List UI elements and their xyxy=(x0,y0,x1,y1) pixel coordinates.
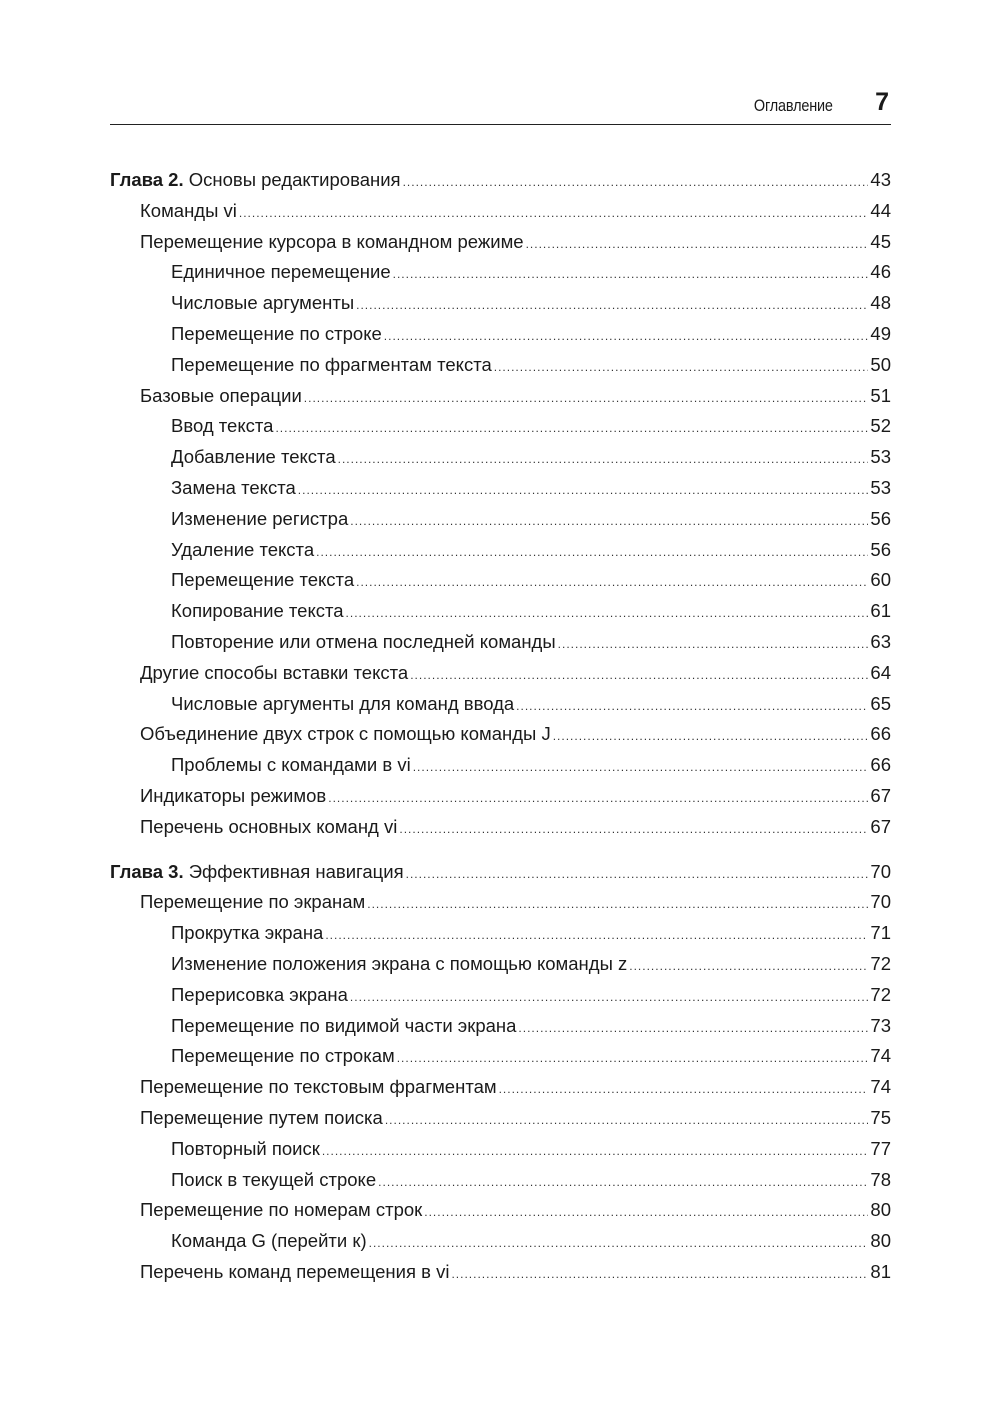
toc-entry-label: Перемещение по текстовым фрагментам xyxy=(140,1076,497,1097)
toc-chapter-entry xyxy=(110,858,891,886)
toc-entry xyxy=(110,782,891,810)
toc-entry-label: Базовые операции xyxy=(140,385,302,406)
toc-entry-label: Команда G (перейти к) xyxy=(171,1230,367,1251)
toc-entry-title xyxy=(171,289,354,317)
toc-entry-label: Перемещение путем поиска xyxy=(140,1107,383,1128)
toc-page-number: 80 xyxy=(870,1230,891,1251)
toc-entry-title xyxy=(171,1042,395,1070)
dot-leader xyxy=(406,860,869,888)
dot-leader xyxy=(350,507,868,535)
toc-entry-title xyxy=(171,950,627,978)
toc-entry xyxy=(110,1073,891,1101)
toc-entry-label: Числовые аргументы xyxy=(171,292,355,313)
dot-leader xyxy=(518,1014,868,1042)
dot-leader xyxy=(356,291,868,319)
toc-entry-label: Перемещение по строкам xyxy=(171,1045,395,1066)
toc-entry-title xyxy=(140,1258,449,1286)
toc-entry-title xyxy=(171,919,323,947)
toc-entry-label: Эффективная навигация xyxy=(188,861,404,882)
toc-page-number: 66 xyxy=(870,754,891,775)
toc-entry-label: Поиск в текущей строке xyxy=(171,1169,377,1190)
toc-entry xyxy=(110,597,891,625)
toc-entry xyxy=(110,258,891,286)
toc-page-number: 73 xyxy=(870,1015,891,1036)
toc-page-number: 75 xyxy=(870,1107,891,1128)
dot-leader xyxy=(410,661,868,689)
toc-page-number: 43 xyxy=(870,169,891,190)
dot-leader xyxy=(516,692,868,720)
toc-entry-label: Добавление текста xyxy=(171,446,336,467)
toc-entry-title xyxy=(140,720,551,748)
toc-entry-label: Копирование текста xyxy=(171,600,344,621)
toc-entry-title xyxy=(171,320,382,348)
toc-entry xyxy=(110,1166,891,1194)
toc-page-number: 72 xyxy=(870,953,891,974)
dot-leader xyxy=(350,983,869,1011)
dot-leader xyxy=(399,815,868,843)
toc-entry-label: Перечень команд перемещения в vi xyxy=(140,1261,450,1282)
toc-page-number: 44 xyxy=(870,200,891,221)
toc-entry-title xyxy=(171,1135,320,1163)
toc-entry-label: Перемещение по строке xyxy=(171,323,382,344)
dot-leader xyxy=(526,230,869,258)
toc-entry xyxy=(110,1012,891,1040)
dot-leader xyxy=(275,414,868,442)
toc-entry xyxy=(110,351,891,379)
toc-entry-title xyxy=(171,443,336,471)
toc-chapter-entry xyxy=(110,166,891,194)
toc-page-number: 77 xyxy=(870,1138,891,1159)
toc-entry-label: Перемещение по видимой части экрана xyxy=(171,1015,517,1036)
toc-entry xyxy=(110,950,891,978)
toc-entry-title xyxy=(140,197,237,225)
toc-entry xyxy=(110,690,891,718)
toc-entry-title xyxy=(140,659,408,687)
toc-page-number: 64 xyxy=(870,662,891,683)
dot-leader xyxy=(494,353,869,381)
toc-page-number: 72 xyxy=(870,984,891,1005)
toc-entry-title xyxy=(171,351,492,379)
toc-entry xyxy=(110,1258,891,1286)
toc-entry-title xyxy=(171,258,391,286)
dot-leader xyxy=(239,199,869,227)
toc-page-number: 80 xyxy=(870,1199,891,1220)
toc-entry-label: Перемещение текста xyxy=(171,569,355,590)
toc-entry-title xyxy=(171,566,354,594)
toc-page-number: 66 xyxy=(870,723,891,744)
toc-entry-title xyxy=(171,536,314,564)
toc-entry xyxy=(110,1104,891,1132)
toc-entry xyxy=(110,1196,891,1224)
dot-leader xyxy=(384,322,869,350)
dot-leader xyxy=(298,476,869,504)
dot-leader xyxy=(397,1044,869,1072)
toc-entry xyxy=(110,628,891,656)
toc-entry xyxy=(110,1042,891,1070)
toc-page-number: 61 xyxy=(870,600,891,621)
toc-page-number: 53 xyxy=(870,477,891,498)
toc-entry-label: Перемещение по номерам строк xyxy=(140,1199,423,1220)
toc-entry xyxy=(110,228,891,256)
chapter-number: Глава 2. xyxy=(110,169,184,190)
toc-page-number: 56 xyxy=(870,539,891,560)
dot-leader xyxy=(356,568,868,596)
toc-entry xyxy=(110,720,891,748)
dot-leader xyxy=(316,538,868,566)
toc-entry-label: Перерисовка экрана xyxy=(171,984,348,1005)
toc-entry xyxy=(110,813,891,841)
dot-leader xyxy=(393,260,869,288)
toc-entry-title xyxy=(171,412,273,440)
toc-entry xyxy=(110,659,891,687)
dot-leader xyxy=(325,921,868,949)
toc-entry-title xyxy=(140,228,524,256)
dot-leader xyxy=(367,890,868,918)
toc-entry xyxy=(110,289,891,317)
toc-entry-label: Повторный поиск xyxy=(171,1138,320,1159)
toc-entry-title xyxy=(140,782,326,810)
toc-page-number: 63 xyxy=(870,631,891,652)
toc-page-number: 60 xyxy=(870,569,891,590)
toc-page-number: 56 xyxy=(870,508,891,529)
toc-entry-title xyxy=(140,1073,497,1101)
toc-page-number: 71 xyxy=(870,922,891,943)
toc-entry xyxy=(110,751,891,779)
toc-entry-label: Единичное перемещение xyxy=(171,261,391,282)
toc-entry-label: Проблемы с командами в vi xyxy=(171,754,411,775)
dot-leader xyxy=(338,445,869,473)
running-title: Оглавление xyxy=(754,96,833,115)
toc-entry xyxy=(110,888,891,916)
toc-page-number: 52 xyxy=(870,415,891,436)
toc-page-number: 49 xyxy=(870,323,891,344)
toc-entry-label: Объединение двух строк с помощью команды J xyxy=(140,723,551,744)
dot-leader xyxy=(451,1260,868,1288)
dot-leader xyxy=(346,599,869,627)
toc-entry xyxy=(110,197,891,225)
toc-entry-title xyxy=(171,474,296,502)
chapter-number: Глава 3. xyxy=(110,861,184,882)
toc-entry xyxy=(110,505,891,533)
toc-page-number: 51 xyxy=(870,385,891,406)
toc-entry-title xyxy=(171,690,514,718)
toc-entry-label: Изменение регистра xyxy=(171,508,349,529)
toc-entry xyxy=(110,919,891,947)
toc-entry-title xyxy=(171,981,348,1009)
toc-entry-label: Прокрутка экрана xyxy=(171,922,324,943)
toc-page-number: 70 xyxy=(870,861,891,882)
toc-page-number: 67 xyxy=(870,785,891,806)
toc-page-number: 74 xyxy=(870,1045,891,1066)
toc-entry xyxy=(110,981,891,1009)
toc-entry-label: Повторение или отмена последней команды xyxy=(171,631,556,652)
toc-entry-label: Замена текста xyxy=(171,477,296,498)
toc-entry-label: Основы редактирования xyxy=(188,169,401,190)
toc-entry-title xyxy=(171,1166,376,1194)
toc-page-number: 46 xyxy=(870,261,891,282)
toc-entry-label: Изменение положения экрана с помощью команды z xyxy=(171,953,628,974)
page-header xyxy=(110,88,891,125)
toc-page-number: 50 xyxy=(870,354,891,375)
toc-page-number: 53 xyxy=(870,446,891,467)
dot-leader xyxy=(322,1137,869,1165)
toc-entry xyxy=(110,1135,891,1163)
toc-entry-title xyxy=(171,751,411,779)
dot-leader xyxy=(558,630,869,658)
toc-entry-title xyxy=(140,1196,422,1224)
toc-entry-label: Перемещение курсора в командном режиме xyxy=(140,231,524,252)
toc-entry-title xyxy=(171,628,556,656)
dot-leader xyxy=(629,952,868,980)
toc-page-number: 81 xyxy=(870,1261,891,1282)
toc-entry-label: Команды vi xyxy=(140,200,237,221)
toc-entry-title xyxy=(171,1227,367,1255)
toc-entry-label: Числовые аргументы для команд ввода xyxy=(171,693,515,714)
toc-entry-label: Индикаторы режимов xyxy=(140,785,327,806)
toc-entry-label: Перечень основных команд vi xyxy=(140,816,398,837)
toc-entry-title xyxy=(110,166,401,194)
toc-entry xyxy=(110,1227,891,1255)
toc-entry xyxy=(110,566,891,594)
toc-entry-title xyxy=(140,888,365,916)
toc-entry-title xyxy=(140,1104,383,1132)
toc-entry-title xyxy=(171,1012,516,1040)
toc-entry xyxy=(110,412,891,440)
toc-entry-title xyxy=(171,505,348,533)
toc-entry xyxy=(110,536,891,564)
toc-entry-label: Перемещение по фрагментам текста xyxy=(171,354,492,375)
dot-leader xyxy=(553,722,869,750)
dot-leader xyxy=(499,1075,869,1103)
dot-leader xyxy=(385,1106,869,1134)
toc-entry xyxy=(110,320,891,348)
toc-page-number: 67 xyxy=(870,816,891,837)
toc-entry xyxy=(110,443,891,471)
page-number: 7 xyxy=(875,88,889,116)
dot-leader xyxy=(403,168,869,196)
toc-page-number: 65 xyxy=(870,693,891,714)
dot-leader xyxy=(424,1198,868,1226)
toc-entry xyxy=(110,382,891,410)
toc-entry-label: Перемещение по экранам xyxy=(140,891,366,912)
dot-leader xyxy=(328,784,868,812)
toc-page-number: 48 xyxy=(870,292,891,313)
toc-entry-title xyxy=(140,382,302,410)
dot-leader xyxy=(378,1168,868,1196)
dot-leader xyxy=(413,753,869,781)
toc-entry-title xyxy=(140,813,397,841)
toc-entry-title xyxy=(110,858,404,886)
toc-page-number: 78 xyxy=(870,1169,891,1190)
toc-page-number: 45 xyxy=(870,231,891,252)
toc-entry xyxy=(110,474,891,502)
toc-entry-label: Удаление текста xyxy=(171,539,315,560)
dot-leader xyxy=(304,384,869,412)
toc-entry-label: Ввод текста xyxy=(171,415,274,436)
toc-entry-title xyxy=(171,597,344,625)
toc-page-number: 70 xyxy=(870,891,891,912)
dot-leader xyxy=(369,1229,869,1257)
toc-entry-label: Другие способы вставки текста xyxy=(140,662,409,683)
toc-page-number: 74 xyxy=(870,1076,891,1097)
